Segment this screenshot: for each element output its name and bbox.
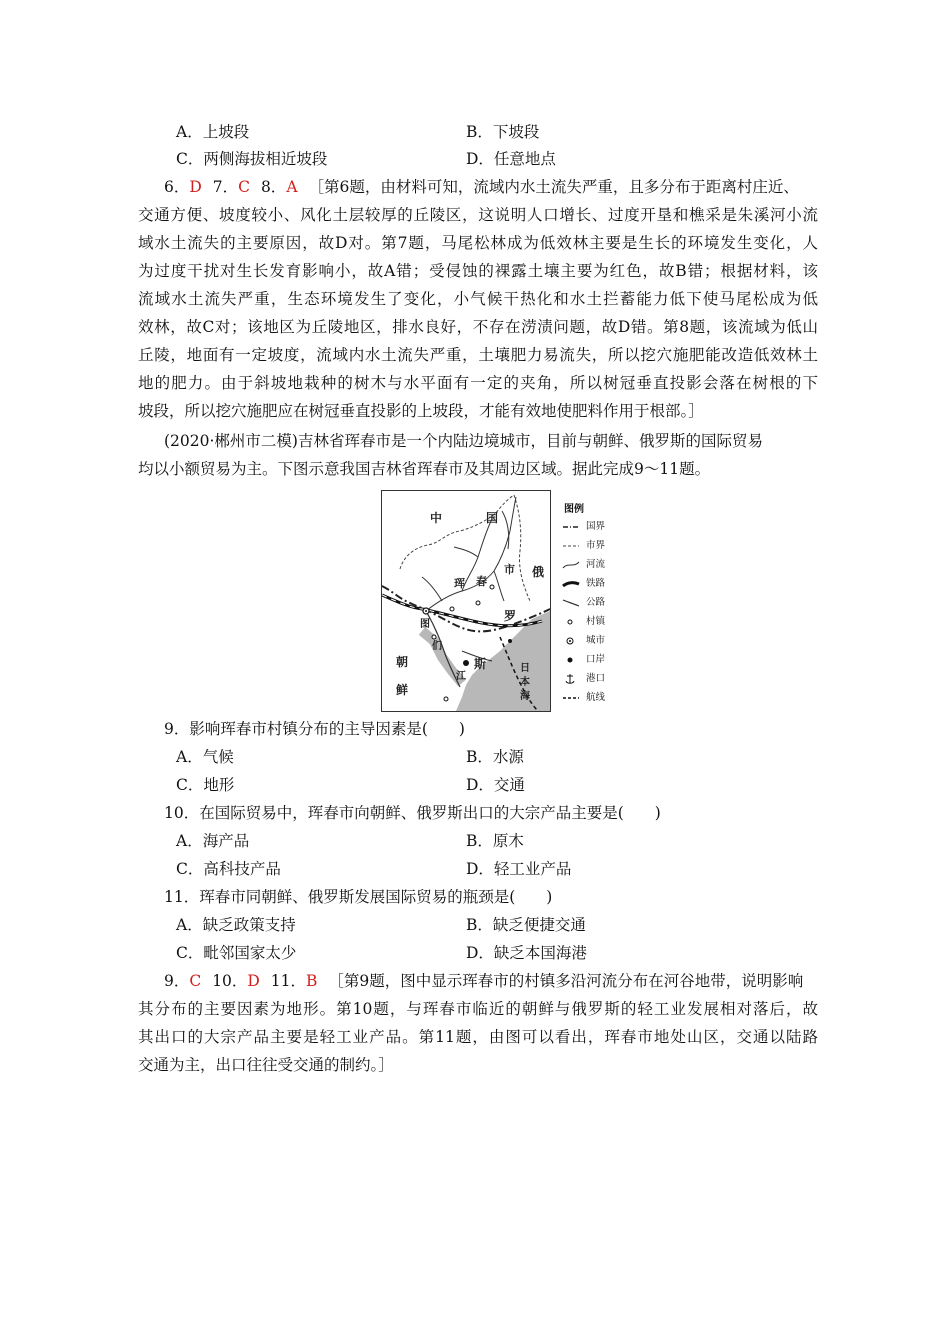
map-label: 本	[520, 677, 530, 688]
answer-number: 7．	[212, 178, 239, 196]
map-label: 图	[420, 619, 430, 630]
q9-option-c: C．地形	[176, 776, 235, 794]
village-marker	[450, 607, 454, 611]
answer-number: 11．	[270, 972, 307, 990]
map-label: 海	[520, 691, 530, 702]
river	[502, 511, 509, 549]
answer-letter: A	[286, 178, 298, 196]
answer-number: 6．	[164, 178, 190, 196]
anchor-icon	[562, 673, 580, 685]
port-marker	[508, 639, 512, 643]
intro-line-1: (2020·郴州市二模)吉林省珲春市是一个内陆边境城市，目前与朝鲜、俄罗斯的国际贸易	[164, 432, 763, 450]
q10-option-d: D．轻工业产品	[466, 860, 572, 878]
map-label: 江	[456, 671, 466, 682]
intro-line-2: 均以小额贸易为主。下图示意我国吉林省珲春市及其周边区域。据此完成9～11题。	[138, 460, 711, 478]
map-label: 罗	[504, 609, 517, 623]
answer-letter: D	[189, 178, 202, 196]
q9-option-d: D．交通	[466, 776, 525, 794]
answer-9-11-line-1	[164, 968, 803, 995]
port-of-entry-marker	[463, 660, 469, 666]
village-symbol	[562, 617, 580, 627]
map-label: 国	[486, 511, 499, 525]
explanation-text: ［第6题，由材料可知，流域内水土流失严重，且多分布于距离村庄近、	[308, 178, 799, 196]
city-boundary	[514, 495, 530, 601]
legend-item-shipping-route: 航线	[562, 691, 580, 705]
explanation-line: 效林，故C对；该地区为丘陵地区，排水良好，不存在涝渍问题，故D错。第8题，该流域为低山	[138, 318, 818, 336]
answer-number: 8．	[260, 178, 287, 196]
q9-option-a: A．气候	[176, 748, 234, 766]
map-label: 春	[476, 575, 487, 588]
hunchun-map	[381, 490, 551, 712]
map-label: 市	[504, 563, 515, 576]
q11-option-b: B．缺乏便捷交通	[466, 916, 586, 934]
q11-option-c: C．毗邻国家太少	[176, 944, 297, 962]
explanation-line: 坡段，所以挖穴施肥应在树冠垂直投影的上坡段，才能有效地使肥料作用于根部。］	[138, 402, 704, 420]
map-label: 鲜	[396, 683, 409, 697]
legend-item-railway: 铁路	[562, 577, 580, 591]
explanation-line: 交通方便、坡度较小、风化土层较厚的丘陵区，这说明人口增长、过度开垦和樵采是朱溪河小流	[138, 206, 818, 224]
city-boundary-symbol	[562, 541, 580, 551]
village-marker	[444, 697, 448, 701]
q11-option-d: D．缺乏本国海港	[466, 944, 587, 962]
legend-item-national-border: 国界	[562, 520, 580, 534]
map-label: 珲	[454, 577, 465, 590]
q10-option-a: A．海产品	[176, 832, 250, 850]
legend-item-port: 港口	[562, 672, 580, 686]
explanation-line: 流域水土流失严重，生态环境发生了变化，小气候干热化和水土拦蓄能力低下使马尾松成为低	[138, 290, 818, 308]
q11-option-a: A．缺乏政策支持	[176, 916, 296, 934]
legend-item-road: 公路	[562, 596, 580, 610]
railway-pattern	[382, 595, 542, 626]
explanation-line: 为过度干扰对生长发育影响小，故A错；受侵蚀的裸露土壤主要为红色，故B错；根据材料，该	[138, 262, 818, 280]
answer-letter: D	[247, 972, 260, 990]
q9-option-b: B．水源	[466, 748, 524, 766]
map-label: 俄	[532, 565, 545, 579]
map-label: 朝	[396, 655, 409, 669]
map-label: 斯	[474, 657, 487, 671]
answer-letter: C	[189, 972, 202, 990]
railway	[382, 595, 542, 626]
map-label: 日	[520, 663, 530, 674]
shipping-route-symbol	[562, 693, 580, 703]
legend-item-village: 村镇	[562, 615, 580, 629]
q9-stem: 9．影响珲春市村镇分布的主导因素是( )	[164, 720, 465, 738]
legend-item-port-of-entry: 口岸	[562, 653, 580, 667]
map-label: 们	[432, 641, 442, 652]
map-label: 中	[430, 511, 443, 525]
railway-symbol	[562, 579, 580, 589]
q5-option-c: C．两侧海拔相近坡段	[176, 150, 328, 168]
legend-item-city-boundary: 市界	[562, 539, 580, 553]
port-of-entry-symbol	[562, 655, 580, 665]
explanation-line: 域水土流失的主要原因，故D对。第7题，马尾松林成为低效林主要是生长的环境发生变化，人	[138, 234, 818, 252]
explanation-line: 交通为主，出口往往受交通的制约。］	[138, 1056, 394, 1074]
answer-letter: B	[306, 972, 318, 990]
answer-number: 10．	[212, 972, 248, 990]
national-border-symbol	[562, 522, 580, 532]
answer-number: 9．	[164, 972, 190, 990]
legend-title: 图例	[564, 504, 584, 515]
q5-option-d: D．任意地点	[466, 150, 556, 168]
city-boundary	[400, 495, 514, 569]
river	[454, 547, 478, 557]
q10-option-c: C．高科技产品	[176, 860, 281, 878]
explanation-text: ［第9题，图中显示珲春市的村镇多沿河流分布在河谷地带，说明影响	[328, 972, 804, 990]
city-symbol	[562, 636, 580, 646]
explanation-line: 其出口的大宗产品主要是轻工业产品。第11题，由图可以看出，珲春市地处山区，交通以陆路	[138, 1028, 818, 1046]
city-marker-center	[425, 610, 427, 612]
river-symbol	[562, 560, 580, 570]
village-marker	[490, 585, 494, 589]
q10-option-b: B．原木	[466, 832, 524, 850]
village-marker	[476, 601, 480, 605]
answer-letter: C	[238, 178, 250, 196]
explanation-line: 地的肥力。由于斜坡地栽种的树木与水平面有一定的夹角，所以树冠垂直投影会落在树根的下	[138, 374, 818, 392]
river	[494, 571, 504, 601]
legend-item-city: 城市	[562, 634, 580, 648]
explanation-line: 其分布的主要因素为地形。第10题，与珲春市临近的朝鲜与俄罗斯的轻工业发展相对落后，故	[138, 1000, 818, 1018]
q5-option-b: B．下坡段	[466, 123, 540, 141]
answer-6-8-line-1	[164, 174, 799, 201]
legend-item-river: 河流	[562, 558, 580, 572]
road-symbol	[562, 598, 580, 608]
q5-option-a: A．上坡段	[176, 123, 250, 141]
river	[422, 577, 442, 601]
map-legend	[556, 490, 616, 710]
q10-stem: 10．在国际贸易中，珲春市向朝鲜、俄罗斯出口的大宗产品主要是( )	[164, 804, 661, 822]
q11-stem: 11．珲春市同朝鲜、俄罗斯发展国际贸易的瓶颈是( )	[164, 888, 553, 906]
explanation-line: 丘陵，地面有一定坡度，流域内水土流失严重，土壤肥力易流失，所以挖穴施肥能改造低效林土	[138, 346, 818, 364]
